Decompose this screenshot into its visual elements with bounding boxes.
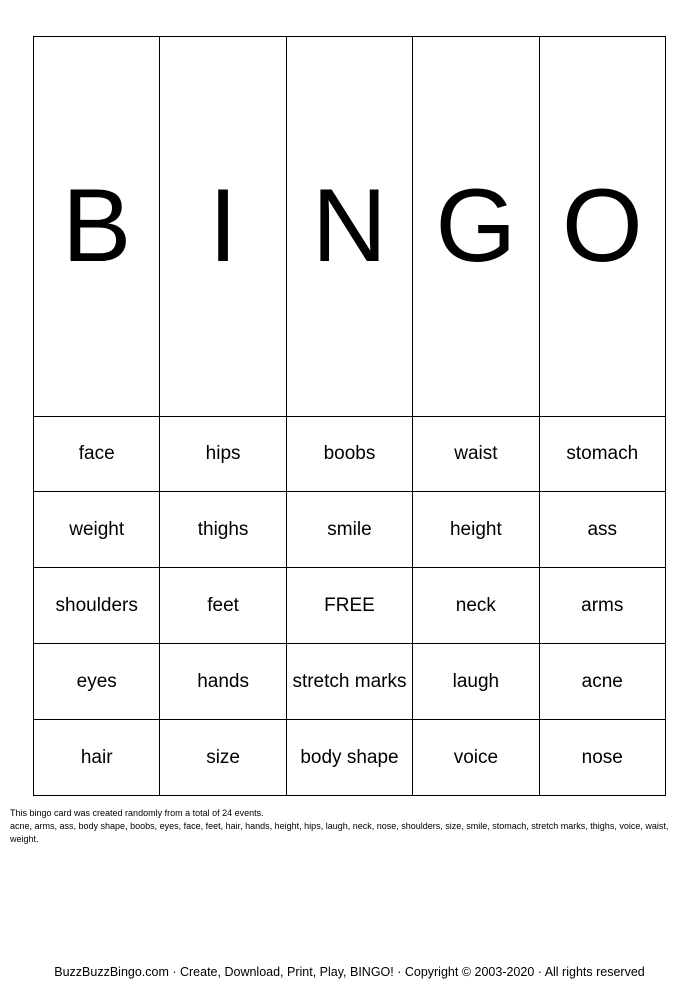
bingo-cell: boobs — [286, 416, 412, 492]
bingo-cell: stomach — [539, 416, 665, 492]
bingo-cell: stretch marks — [286, 644, 412, 720]
bingo-row — [34, 492, 666, 568]
event-list-note — [10, 807, 686, 846]
bingo-cell: hands — [160, 644, 286, 720]
bingo-cell: face — [34, 416, 160, 492]
free-space-cell: FREE — [286, 568, 412, 644]
bingo-cell: arms — [539, 568, 665, 644]
copyright-footer: BuzzBuzzBingo.com · Create, Download, Print, Play, BINGO! · Copyright © 2003-2020 · All rights reserved — [54, 965, 645, 979]
bingo-cell: voice — [413, 720, 539, 796]
bingo-cell: smile — [286, 492, 412, 568]
event-count-text: This bingo card was created randomly from a total of 24 events. — [10, 808, 264, 818]
bingo-row — [34, 720, 666, 796]
header-letter-b: B — [34, 37, 160, 417]
bingo-cell: height — [413, 492, 539, 568]
header-letter-n: N — [286, 37, 412, 417]
bingo-cell: hips — [160, 416, 286, 492]
bingo-cell: body shape — [286, 720, 412, 796]
bingo-cell: weight — [34, 492, 160, 568]
bingo-cell: shoulders — [34, 568, 160, 644]
bingo-cell: acne — [539, 644, 665, 720]
bingo-cell: neck — [413, 568, 539, 644]
header-letter-i: I — [160, 37, 286, 417]
header-letter-g: G — [413, 37, 539, 417]
bingo-cell: nose — [539, 720, 665, 796]
bingo-cell: eyes — [34, 644, 160, 720]
bingo-cell: waist — [413, 416, 539, 492]
bingo-row — [34, 644, 666, 720]
bingo-row — [34, 416, 666, 492]
bingo-row — [34, 568, 666, 644]
bingo-cell: thighs — [160, 492, 286, 568]
bingo-header-row — [34, 37, 666, 417]
bingo-cell: ass — [539, 492, 665, 568]
bingo-card — [33, 36, 666, 796]
bingo-cell: size — [160, 720, 286, 796]
event-list-text: acne, arms, ass, body shape, boobs, eyes, face, feet, hair, hands, height, hips, laugh, neck, nose, shoulders, size, smile, stomach, stretch marks, thighs, voice, waist, weight. — [10, 821, 669, 844]
bingo-cell: hair — [34, 720, 160, 796]
header-letter-o: O — [539, 37, 665, 417]
bingo-cell: feet — [160, 568, 286, 644]
bingo-cell: laugh — [413, 644, 539, 720]
